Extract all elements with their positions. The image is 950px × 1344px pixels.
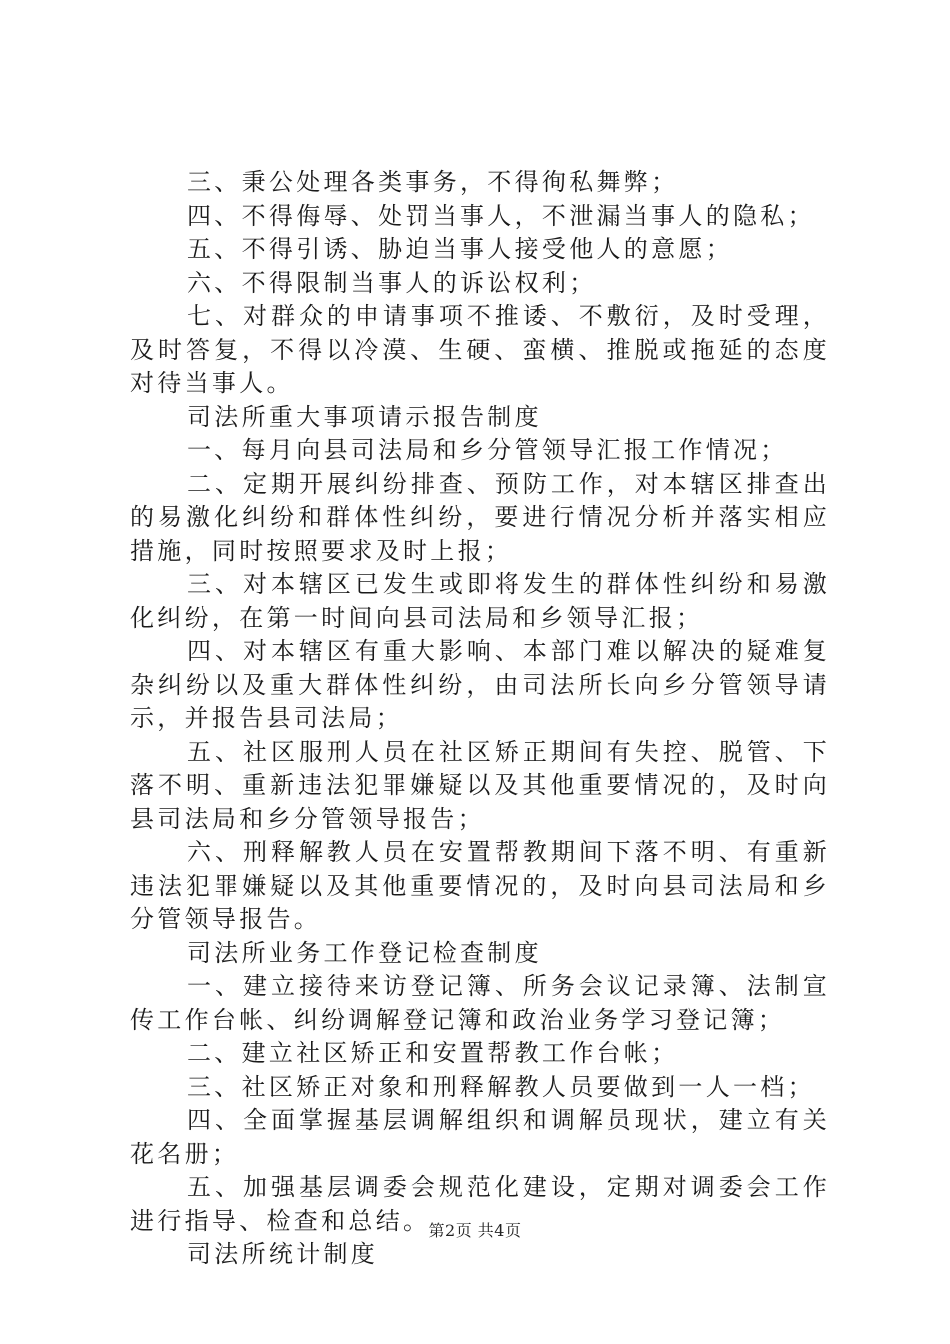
section-heading-statistics: 司法所统计制度	[187, 1240, 379, 1268]
paragraph-3: 五、不得引诱、胁迫当事人接受他人的意愿；	[187, 235, 733, 263]
paragraph-9: 三、对本辖区已发生或即将发生的群体性纠纷和易激化纠纷，在第一时间向县司法局和乡领导汇报；	[130, 570, 830, 632]
paragraph-7: 一、每月向县司法局和乡分管领导汇报工作情况；	[187, 436, 788, 464]
page-number: 第2页 共4页	[428, 1221, 522, 1240]
paragraph-4: 六、不得限制当事人的诉讼权利；	[187, 268, 597, 297]
document-body	[130, 166, 830, 1272]
paragraph-18: 五、加强基层调委会规范化建设，定期对调委会工作进行指导、检查和总结。	[130, 1173, 830, 1235]
section-heading-registration: 司法所业务工作登记检查制度	[187, 938, 542, 967]
section-heading-reporting: 司法所重大事项请示报告制度	[187, 402, 542, 431]
paragraph-12: 六、刑释解教人员在安置帮教期间下落不明、有重新违法犯罪嫌疑以及其他重要情况的，及时向县司法局和乡分管领导报告。	[130, 838, 830, 933]
paragraph-17: 四、全面掌握基层调解组织和调解员现状，建立有关花名册；	[130, 1106, 830, 1168]
paragraph-14: 一、建立接待来访登记簿、所务会议记录簿、法制宣传工作台帐、纠纷调解登记簿和政治业务学习登记簿；	[130, 972, 830, 1034]
paragraph-2: 四、不得侮辱、处罚当事人，不泄漏当事人的隐私；	[187, 201, 815, 230]
paragraph-10: 四、对本辖区有重大影响、本部门难以解决的疑难复杂纠纷以及重大群体性纠纷，由司法所长向乡分管领导请示，并报告县司法局；	[130, 637, 830, 732]
paragraph-1: 三、秉公处理各类事务，不得徇私舞弊；	[187, 168, 679, 196]
paragraph-16: 三、社区矫正对象和刑释解教人员要做到一人一档；	[187, 1072, 815, 1101]
paragraph-11: 五、社区服刑人员在社区矫正期间有失控、脱管、下落不明、重新违法犯罪嫌疑以及其他重要情况的，及时向县司法局和乡分管领导报告；	[130, 737, 830, 833]
paragraph-5: 七、对群众的申请事项不推诿、不敷衍，及时受理，及时答复，不得以冷漠、生硬、蛮横、推脱或拖延的态度对待当事人。	[130, 302, 830, 397]
paragraph-8: 二、定期开展纠纷排查、预防工作，对本辖区排查出的易激化纠纷和群体性纠纷，要进行情况分析并落实相应措施，同时按照要求及时上报；	[130, 469, 830, 565]
paragraph-15: 二、建立社区矫正和安置帮教工作台帐；	[187, 1039, 679, 1067]
